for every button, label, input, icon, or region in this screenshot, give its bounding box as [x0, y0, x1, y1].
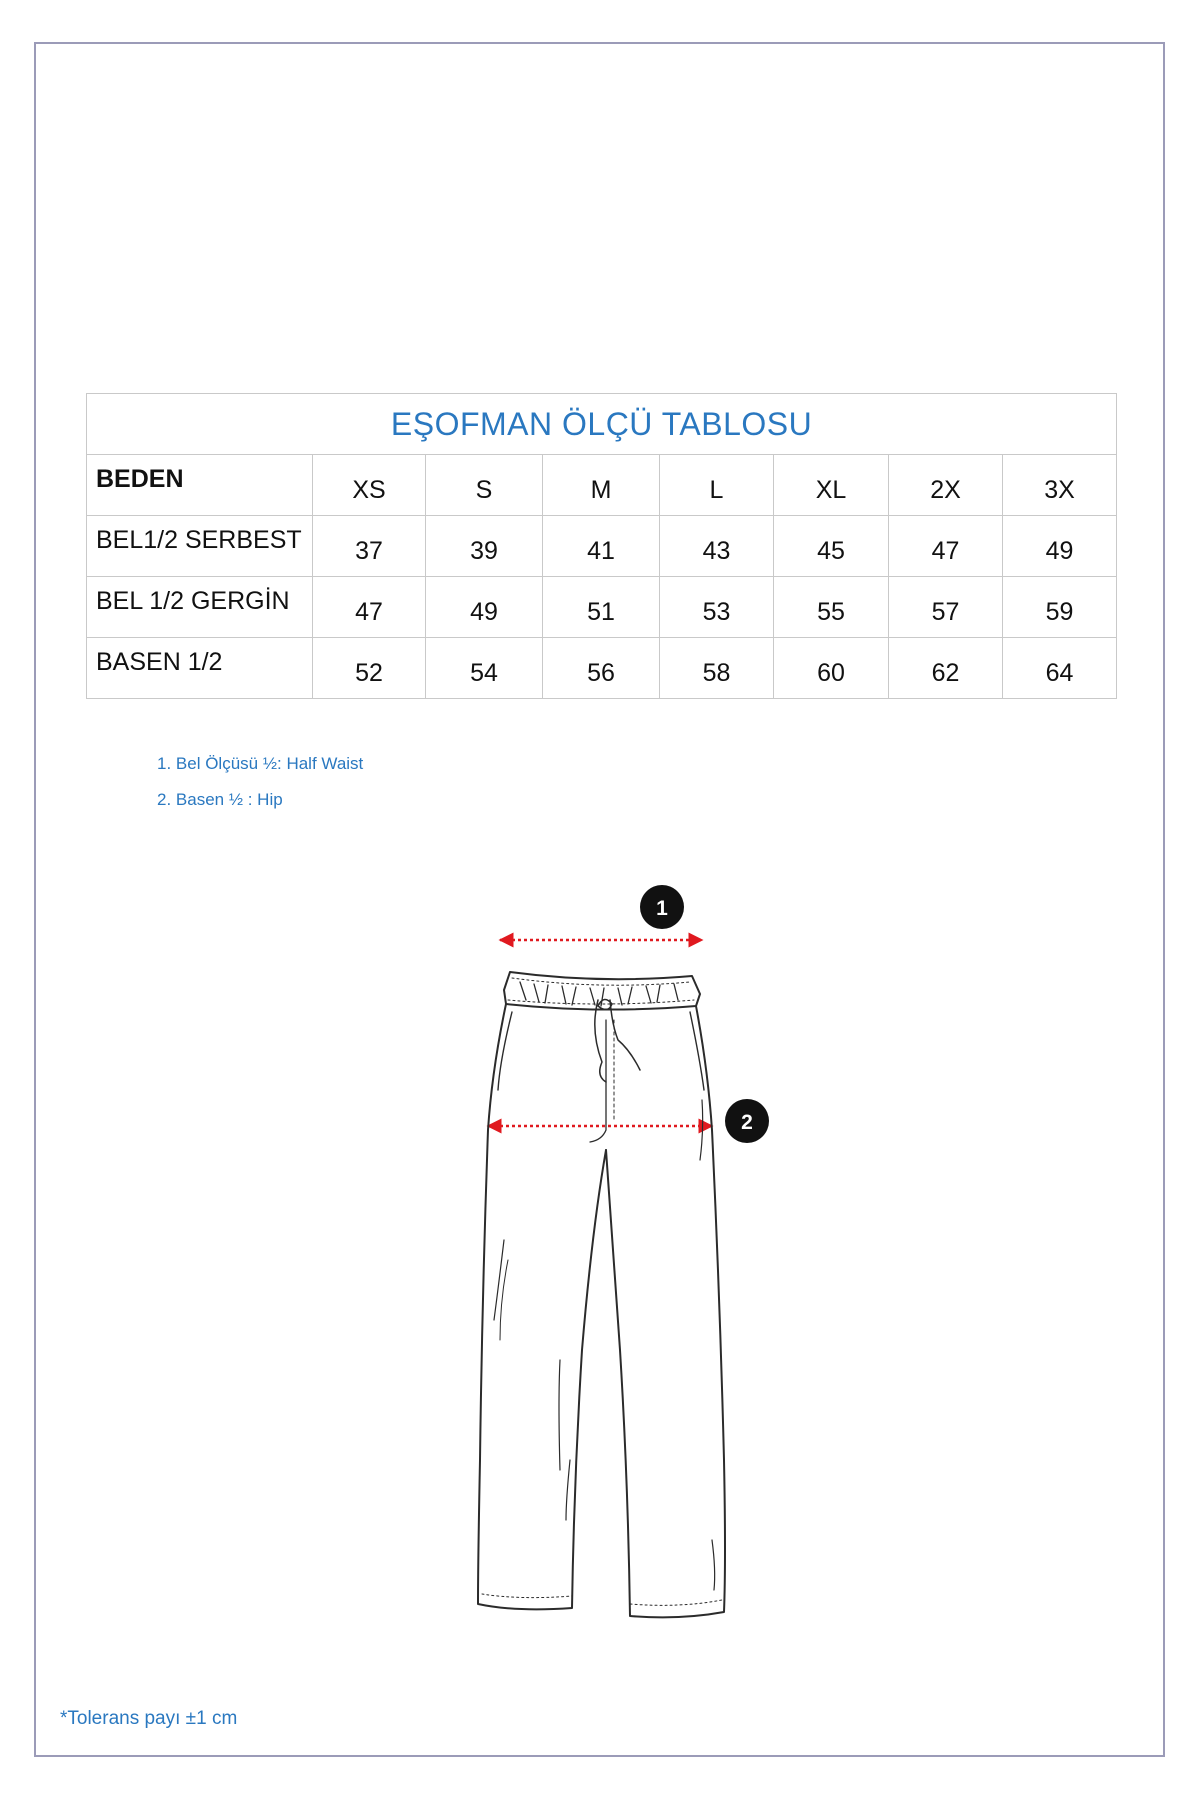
- table-cell: 41: [543, 516, 660, 577]
- tolerance-note: *Tolerans payı ±1 cm: [60, 1708, 238, 1729]
- row-label: BASEN 1/2: [87, 638, 313, 699]
- table-cell: 51: [543, 577, 660, 638]
- note-hip: 2. Basen ½ : Hip: [157, 790, 283, 809]
- marker-2: [725, 1099, 769, 1143]
- table-cell: 39: [426, 516, 543, 577]
- note-half-waist: 1. Bel Ölçüsü ½: Half Waist: [157, 754, 364, 773]
- size-header: XL: [774, 455, 889, 516]
- table-cell: 64: [1003, 638, 1117, 699]
- table-cell: 43: [660, 516, 774, 577]
- table-cell: 58: [660, 638, 774, 699]
- size-header: 3X: [1003, 455, 1117, 516]
- table-cell: 62: [889, 638, 1003, 699]
- table-title: EŞOFMAN ÖLÇÜ TABLOSU: [87, 394, 1117, 455]
- table-cell: 60: [774, 638, 889, 699]
- table-cell: 57: [889, 577, 1003, 638]
- table-cell: 55: [774, 577, 889, 638]
- table-cell: 47: [313, 577, 426, 638]
- table-cell: 53: [660, 577, 774, 638]
- table-cell: 56: [543, 638, 660, 699]
- marker-2-label: 2: [741, 1111, 753, 1134]
- table-cell: 45: [774, 516, 889, 577]
- table-cell: 54: [426, 638, 543, 699]
- table-cell: 59: [1003, 577, 1117, 638]
- size-header: S: [426, 455, 543, 516]
- marker-1-label: 1: [656, 897, 668, 920]
- table-cell: 37: [313, 516, 426, 577]
- size-header: 2X: [889, 455, 1003, 516]
- header-label: BEDEN: [87, 455, 313, 516]
- table-cell: 49: [1003, 516, 1117, 577]
- table-cell: 47: [889, 516, 1003, 577]
- row-label: BEL1/2 SERBEST: [87, 516, 313, 577]
- size-header: XS: [313, 455, 426, 516]
- size-header: L: [660, 455, 774, 516]
- row-label: BEL 1/2 GERGİN: [87, 577, 313, 638]
- marker-1: [640, 885, 684, 929]
- size-header: M: [543, 455, 660, 516]
- table-cell: 49: [426, 577, 543, 638]
- table-cell: 52: [313, 638, 426, 699]
- pants-outline: [478, 972, 725, 1617]
